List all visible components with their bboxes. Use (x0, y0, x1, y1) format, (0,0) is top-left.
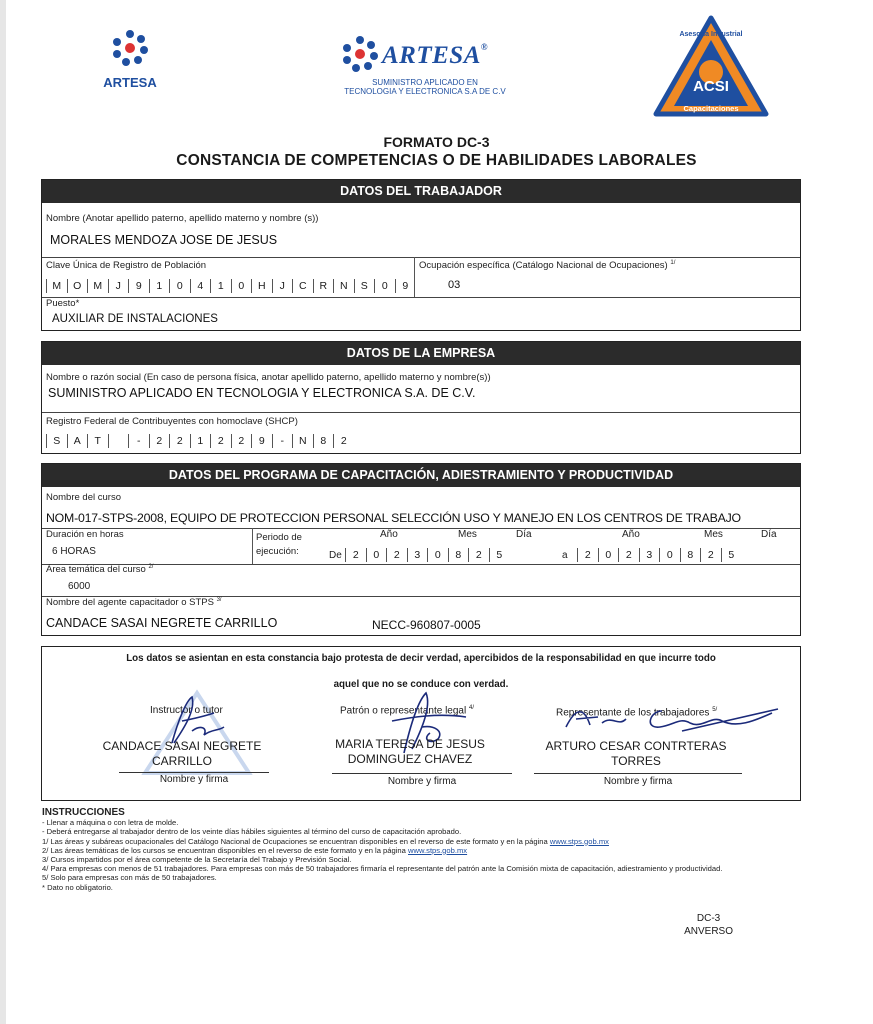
char-cell: S (46, 434, 67, 448)
inicio-date-cells (345, 548, 509, 562)
artesa-dots-icon (110, 28, 150, 68)
instructor-role: Instructor o tutor (150, 705, 223, 716)
char-cell: 1 (149, 279, 170, 293)
a-label: a (562, 550, 568, 561)
anio-label-fin: Año (622, 529, 640, 540)
representante-name: ARTURO CESAR CONTRTERAS TORRES (545, 739, 727, 768)
char-cell: 3 (639, 548, 660, 562)
signature-line (119, 772, 269, 773)
divider (42, 412, 800, 413)
section-programa (41, 463, 801, 636)
agente-label: Nombre del agente capacitador o STPS $^{3/}$ (46, 597, 222, 609)
char-cell: 3 (407, 548, 428, 562)
char-cell: 0 (231, 279, 252, 293)
char-cell: O (67, 279, 88, 293)
de-label: De (329, 550, 342, 561)
char-cell: M (87, 279, 108, 293)
curp-label: Clave Única de Registro de Población (46, 260, 207, 271)
divider (42, 257, 800, 258)
instructor-name: CANDACE SASAI NEGRETE CARRILLO (102, 739, 262, 768)
duracion-value: 6 HORAS (52, 546, 96, 557)
instrucciones-title: INSTRUCCIONES (42, 807, 125, 818)
curso-label: Nombre del curso (46, 492, 121, 503)
char-cell: T (87, 434, 108, 448)
artesa-brand: ARTESA® (382, 42, 489, 69)
char-cell: 2 (210, 434, 231, 448)
dia-label: Día (516, 529, 532, 540)
char-cell: H (251, 279, 272, 293)
instr-line: 5/ Solo para empresas con más de 50 trabajadores. (42, 873, 217, 883)
divider (252, 528, 253, 564)
representante-signature (562, 701, 782, 737)
char-cell: - (128, 434, 149, 448)
nombre-label: Nombre (Anotar apellido paterno, apellido materno y nombre (s)) (46, 213, 319, 224)
artesa-logo-center (340, 34, 515, 96)
char-cell: 8 (680, 548, 701, 562)
acsi-logo (652, 14, 770, 120)
razon-social-label: Nombre o razón social (En caso de persona física, anotar apellido paterno, apellido materno y nombre(s)) (46, 372, 491, 383)
artesa-center-dots-icon (340, 34, 380, 74)
section-header: DATOS DEL TRABAJADOR (42, 180, 800, 203)
puesto-label: Puesto* (46, 298, 80, 309)
char-cell: C (292, 279, 313, 293)
char-cell: 9 (251, 434, 272, 448)
instr-line: - Llenar a máquina o con letra de molde. (42, 818, 179, 828)
char-cell: 2 (149, 434, 170, 448)
declaracion-line-1: Los datos se asientan en esta constancia bajo protesta de decir verdad, apercibidos de la responsabilidad en que incurre todo (126, 653, 716, 664)
dia-label-fin: Día (761, 529, 777, 540)
patron-role: Patrón o representante legal $^{4/}$ (340, 705, 474, 717)
divider (42, 528, 800, 529)
rfc-label: Registro Federal de Contribuyentes con homoclave (SHCP) (46, 416, 298, 427)
fin-date-cells (577, 548, 741, 562)
registro-agente: NECC-960807-0005 (372, 618, 481, 632)
char-cell: 2 (333, 434, 354, 448)
char-cell: N (292, 434, 313, 448)
section-trabajador (41, 179, 801, 331)
char-cell: 2 (231, 434, 252, 448)
char-cell: 0 (374, 279, 395, 293)
patron-name: MARIA TERESA DE JESUS DOMINGUEZ CHAVEZ (335, 737, 485, 766)
char-cell: 2 (618, 548, 639, 562)
curp-cells (46, 279, 415, 293)
signature-line (332, 773, 512, 774)
anio-label: Año (380, 529, 398, 540)
ocupacion-value: 03 (448, 279, 461, 291)
section-empresa (41, 341, 801, 454)
char-cell: 0 (366, 548, 387, 562)
mes-label-fin: Mes (704, 529, 723, 540)
char-cell: 0 (659, 548, 680, 562)
char-cell: 9 (395, 279, 416, 293)
instr-line: 4/ Para empresas con menos de 51 trabajadores. Para empresas con más de 50 trabajadores firmaría el representante del patrón ante la Comisión mixta de capacitación, adiestramiento y productividad. (42, 864, 723, 874)
instr-line: 3/ Cursos impartidos por el área competente de la Secretaría del Trabajo y Previsión Social. (42, 855, 352, 865)
nombre-firma-caption: Nombre y firma (159, 774, 229, 785)
char-cell: 2 (468, 548, 489, 562)
trabajador-nombre: MORALES MENDOZA JOSE DE JESUS (50, 233, 278, 247)
puesto-value: AUXILIAR DE INSTALACIONES (52, 313, 218, 325)
char-cell: 8 (448, 548, 469, 562)
instr-line: 2/ Las áreas temáticas de los cursos se encuentran disponibles en el reverso de este formato y en la página www.stps.gob.mx (42, 845, 468, 855)
char-cell: 0 (169, 279, 190, 293)
area-label: Área temática del curso $^{2/}$ (46, 564, 154, 576)
char-cell: N (333, 279, 354, 293)
nombre-firma-caption: Nombre y firma (387, 776, 457, 787)
svg-text:Asesoría Industrial: Asesoría Industrial (679, 31, 743, 38)
char-cell (108, 434, 129, 448)
char-cell: - (272, 434, 293, 448)
artesa-left-text: ARTESA (103, 75, 157, 90)
char-cell: 0 (427, 548, 448, 562)
instr-line: - Deberá entregarse al trabajador dentro de los veinte días hábiles siguientes al término del curso de capacitación aprobado. (42, 827, 462, 837)
char-cell: 5 (721, 548, 742, 562)
instrucciones (42, 808, 802, 892)
ocupacion-label: Ocupación específica (Catálogo Nacional de Ocupaciones) $^{1/}$ (419, 260, 676, 272)
char-cell: 1 (190, 434, 211, 448)
char-cell: J (108, 279, 129, 293)
char-cell: 4 (190, 279, 211, 293)
agente-value: CANDACE SASAI NEGRETE CARRILLO (46, 616, 278, 630)
periodo-label: Periodo de (256, 532, 302, 543)
section-header: DATOS DEL PROGRAMA DE CAPACITACIÓN, ADIESTRAMIENTO Y PRODUCTIVIDAD (42, 464, 800, 487)
char-cell: 0 (598, 548, 619, 562)
char-cell: 2 (700, 548, 721, 562)
periodo-label-2: ejecución: (256, 546, 299, 557)
artesa-logo-left (95, 28, 165, 90)
declaracion-line-2: aquel que no se conduce con verdad. (333, 679, 509, 690)
footer-code: DC-3 ANVERSO (684, 913, 733, 937)
char-cell: 2 (345, 548, 366, 562)
artesa-subtitle: SUMINISTRO APLICADO EN TECNOLOGIA Y ELECTRONICA S.A DE C.V (344, 78, 506, 96)
instr-line: * Dato no obligatorio. (42, 882, 113, 892)
area-value: 6000 (68, 581, 91, 592)
char-cell: 2 (169, 434, 190, 448)
svg-text:Capacitaciones: Capacitaciones (683, 104, 739, 113)
divider (42, 564, 800, 565)
section-header: DATOS DE LA EMPRESA (42, 342, 800, 365)
signature-line (534, 773, 742, 774)
char-cell: 2 (386, 548, 407, 562)
stps-link[interactable]: www.stps.gob.mx (549, 836, 609, 846)
char-cell: 5 (489, 548, 510, 562)
instr-line: 1/ Las áreas y subáreas ocupacionales del Catálogo Nacional de Ocupaciones se encuentran disponibles en el reverso de este formato y en la página www.stps.gob.mx (42, 836, 609, 846)
section-firmas (41, 646, 801, 801)
representante-role: Representante de los trabajadores $^{5/}$ (556, 707, 718, 719)
nombre-firma-caption: Nombre y firma (603, 776, 673, 787)
rfc-cells (46, 434, 354, 448)
char-cell: R (313, 279, 334, 293)
svg-text:ACSI: ACSI (693, 78, 729, 95)
form-main-title: CONSTANCIA DE COMPETENCIAS O DE HABILIDADES LABORALES (176, 152, 697, 169)
mes-label: Mes (458, 529, 477, 540)
char-cell: 8 (313, 434, 334, 448)
duracion-label: Duración en horas (46, 529, 124, 540)
char-cell: 9 (128, 279, 149, 293)
char-cell: 2 (577, 548, 598, 562)
curso-value: NOM-017-STPS-2008, EQUIPO DE PROTECCION PERSONAL SELECCIÓN USO Y MANEJO EN LOS CENTROS DE TRABAJO (46, 511, 741, 525)
char-cell: J (272, 279, 293, 293)
divider (42, 297, 800, 298)
char-cell: A (67, 434, 88, 448)
char-cell: M (46, 279, 67, 293)
razon-social-value: SUMINISTRO APLICADO EN TECNOLOGIA Y ELECTRONICA S.A. DE C.V. (48, 386, 476, 400)
form-code-title: FORMATO DC-3 (383, 134, 490, 150)
stps-link[interactable]: www.stps.gob.mx (408, 845, 468, 855)
char-cell: S (354, 279, 375, 293)
char-cell: 1 (210, 279, 231, 293)
